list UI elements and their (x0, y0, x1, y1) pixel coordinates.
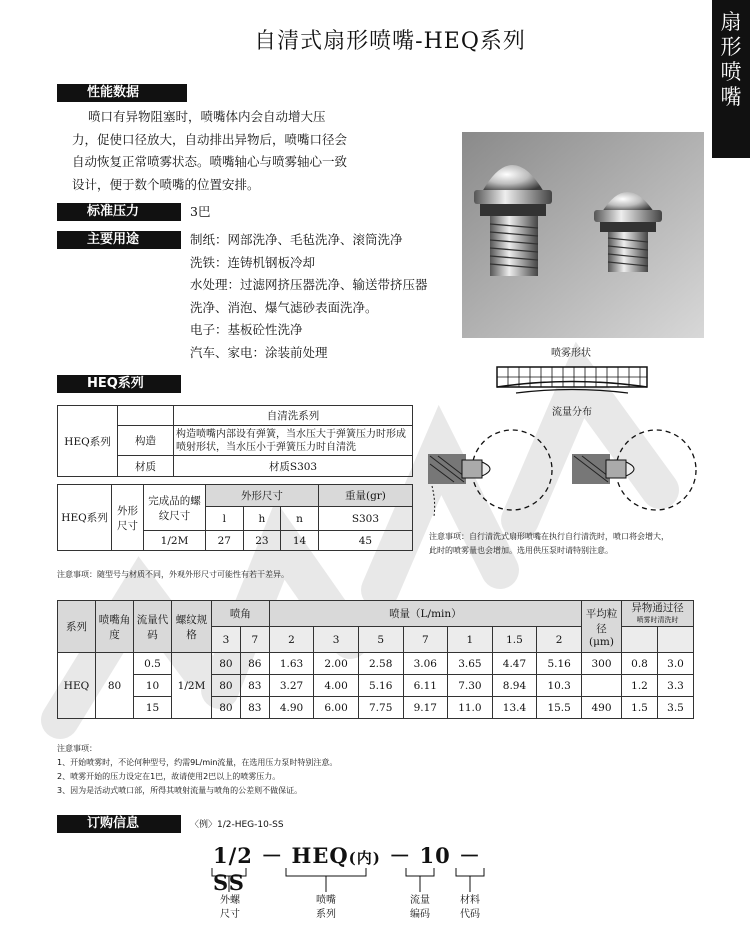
cell: 2.58 (358, 653, 403, 675)
cell: 13.4 (492, 697, 537, 719)
self-clean-note-line: 注意事项：自行清洗式扇形喷嘴在执行自行清洗时，喷口将会增大， (429, 532, 669, 541)
cell: 83 (240, 675, 269, 697)
h-avg-size: 平均粒径(μm) (582, 601, 622, 653)
dimension-note: 注意事项：随型号与材质不同，外观外形尺寸可能性有若干差异。 (57, 570, 289, 579)
order-label-thread (218, 894, 242, 922)
cell: 2.00 (314, 653, 359, 675)
weight-value: 45 (318, 531, 412, 551)
pressure-value: 3巴 (190, 204, 211, 219)
material-value: 材质S303 (174, 456, 413, 477)
cell: 80 (212, 675, 241, 697)
flow-col: 1.5 (492, 627, 537, 653)
order-label-series (314, 894, 338, 922)
weight-header: 重量(gr) (318, 485, 412, 507)
flow-col: 3 (314, 627, 359, 653)
usage-line: 汽车、家电：涂装前处理 (190, 344, 328, 360)
note-item: 3、因为是活动式喷口部，所得其喷射流量与喷角的公差则不做保证。 (57, 786, 303, 795)
flow-col: 2 (537, 627, 582, 653)
cell: 10.3 (537, 675, 582, 697)
nozzle-cross-section-diagram (424, 426, 720, 522)
dimension-series-cell: HEQ系列 (58, 485, 112, 551)
h-spray-angle: 喷角 (212, 601, 270, 627)
performance-header: 性能数据 (57, 84, 187, 102)
cell: 3.3 (658, 675, 694, 697)
dim-value: 27 (206, 531, 244, 551)
h-flow-code: 流量代码 (134, 601, 172, 653)
material-label: 材质 (118, 456, 174, 477)
side-tab-char: 嘴 (720, 85, 742, 109)
dim-col-n: n (281, 507, 319, 531)
h-flow: 喷量（L/min） (269, 601, 581, 627)
performance-line: 力，促使口径放大，自动排出异物后，喷嘴口径会 (72, 131, 348, 147)
performance-text (72, 106, 388, 196)
code-flow: 10 (419, 843, 451, 868)
order-example: 〈例〉1/2-HEG-10-SS (190, 820, 284, 830)
product-photo (462, 132, 704, 338)
construction-series-cell: HEQ系列 (58, 406, 118, 477)
cell: 3.27 (269, 675, 314, 697)
cell: 80 (212, 653, 241, 675)
flow-col: 2 (269, 627, 314, 653)
table-row (58, 697, 694, 719)
dimension-label: 外形尺寸 (112, 485, 144, 551)
h-pass-size-sub: 喷雾时清洗时 (636, 615, 679, 624)
cell: 7.75 (358, 697, 403, 719)
row-code: 0.5 (134, 653, 172, 675)
cell: 490 (582, 697, 622, 719)
construct-text: 构造喷嘴内部设有弹簧，当水压大于弹簧压力时形成喷射形状，当水压小于弹簧压力时自清洗 (174, 426, 413, 456)
dim-col-h: h (243, 507, 281, 531)
usage-header: 主要用途 (57, 231, 181, 249)
cell: 4.00 (314, 675, 359, 697)
outer-dim-header: 外形尺寸 (206, 485, 319, 507)
page-title: 自清式扇形喷嘴-HEQ系列 (254, 29, 526, 54)
cell: 3.5 (658, 697, 694, 719)
thread-size-label: 完成品的螺纹尺寸 (144, 485, 206, 531)
cell: 4.90 (269, 697, 314, 719)
self-clean-note (429, 530, 719, 558)
code-thread: 1/2 (213, 843, 253, 868)
h-series: 系列 (58, 601, 96, 653)
cell (582, 675, 622, 697)
row-series: HEQ (58, 653, 96, 719)
cell: 8.94 (492, 675, 537, 697)
spec-table (57, 600, 694, 719)
cell: 1.2 (622, 675, 658, 697)
cell: 1.63 (269, 653, 314, 675)
order-label-line: 材料 (460, 895, 480, 906)
cell: 4.47 (492, 653, 537, 675)
order-code-brackets (200, 866, 500, 896)
heq-series-header: HEQ系列 (57, 375, 181, 393)
order-label-line: 喷嘴 (316, 895, 336, 906)
side-category-tab (712, 0, 750, 158)
thread-value: 1/2M (144, 531, 206, 551)
flow-col: 7 (403, 627, 448, 653)
usage-text (190, 229, 450, 364)
angle-col: 7 (240, 627, 269, 653)
dim-value: 23 (243, 531, 281, 551)
cell: 86 (240, 653, 269, 675)
h-thread: 螺纹规格 (172, 601, 212, 653)
order-label-line: 流量 (410, 895, 430, 906)
order-label-line: 系列 (316, 909, 336, 920)
flow-distribution-diagram (496, 366, 648, 398)
order-label-line: 编码 (410, 909, 430, 920)
cell: 300 (582, 653, 622, 675)
code-series: HEQ (291, 843, 349, 868)
dim-value: 14 (281, 531, 319, 551)
note-item: 1、开始喷雾时，不论何种型号，约需9L/min流量，在选用压力泵时特别注意。 (57, 758, 338, 767)
usage-line: 水处理：过滤网挤压器洗净、输送带挤压器 (190, 277, 428, 292)
usage-line: 制纸：网部洗净、毛毡洗净、滚筒洗净 (190, 232, 403, 247)
h-angle: 喷嘴角度 (96, 601, 134, 653)
notes-title: 注意事项： (57, 744, 97, 753)
performance-line: 设计，便于数个喷嘴的位置安排。 (72, 176, 260, 192)
dim-col-l: l (206, 507, 244, 531)
table-row (58, 675, 694, 697)
cell: 80 (212, 697, 241, 719)
self-clean-cell: 自清洗系列 (174, 406, 413, 426)
flow-distribution-label: 流量分布 (552, 407, 592, 418)
usage-line: 洗铁：连铸机钢板冷却 (190, 254, 316, 270)
notes-block (57, 742, 657, 798)
order-label-line: 代码 (460, 909, 480, 920)
side-tab-char: 喷 (720, 60, 742, 84)
row-code: 15 (134, 697, 172, 719)
angle-col: 3 (212, 627, 241, 653)
spray-shape-label: 喷雾形状 (551, 348, 591, 359)
row-code: 10 (134, 675, 172, 697)
code-material: SS (213, 870, 245, 895)
cell: 0.8 (622, 653, 658, 675)
row-angle: 80 (96, 653, 134, 719)
h-pass-size-label: 异物通过径 (631, 601, 684, 614)
cell: 3.65 (448, 653, 493, 675)
code-dash: － (459, 843, 482, 868)
note-item: 2、喷雾开始的压力设定在1巴，故请使用2巴以上的喷雾压力。 (57, 772, 281, 781)
order-label-line: 外螺 (220, 895, 240, 906)
construct-label: 构造 (118, 426, 174, 456)
dimension-table (57, 484, 413, 551)
cell: 7.30 (448, 675, 493, 697)
h-pass-size (622, 601, 694, 627)
cell: 5.16 (358, 675, 403, 697)
cell: 15.5 (537, 697, 582, 719)
pressure-header: 标准压力 (57, 203, 181, 221)
side-tab-char: 扇 (720, 10, 742, 34)
usage-line: 电子：基板砼性洗净 (190, 322, 303, 337)
self-clean-note-line: 此时的喷雾量也会增加。选用供压泵时请特别注意。 (429, 546, 613, 555)
cell: 83 (240, 697, 269, 719)
order-label-flow (408, 894, 432, 922)
cell: 5.16 (537, 653, 582, 675)
code-dash: － (389, 843, 412, 868)
flow-col: 5 (358, 627, 403, 653)
cell: 11.0 (448, 697, 493, 719)
construction-table (57, 405, 413, 477)
cell: 3.0 (658, 653, 694, 675)
order-header: 订购信息 (57, 815, 181, 833)
cell: 6.11 (403, 675, 448, 697)
order-label-material (458, 894, 482, 922)
cell: 3.06 (403, 653, 448, 675)
usage-line: 洗净、消泡、爆气滤砂表面洗净。 (190, 299, 378, 315)
code-dash: － (261, 843, 284, 868)
dim-col-material: S303 (318, 507, 412, 531)
cell: 1.5 (622, 697, 658, 719)
order-label-line: 尺寸 (220, 909, 240, 920)
cell: 6.00 (314, 697, 359, 719)
row-thread: 1/2M (172, 653, 212, 719)
performance-line: 自动恢复正常喷雾状态。喷嘴轴心与喷雾轴心一致 (72, 154, 348, 169)
table-row (58, 653, 694, 675)
flow-col: 1 (448, 627, 493, 653)
side-tab-char: 形 (720, 35, 742, 59)
cell: 9.17 (403, 697, 448, 719)
performance-line: 喷口有异物阻塞时，喷嘴体内会自动增大压 (88, 109, 326, 124)
code-inner: (内) (348, 849, 381, 867)
